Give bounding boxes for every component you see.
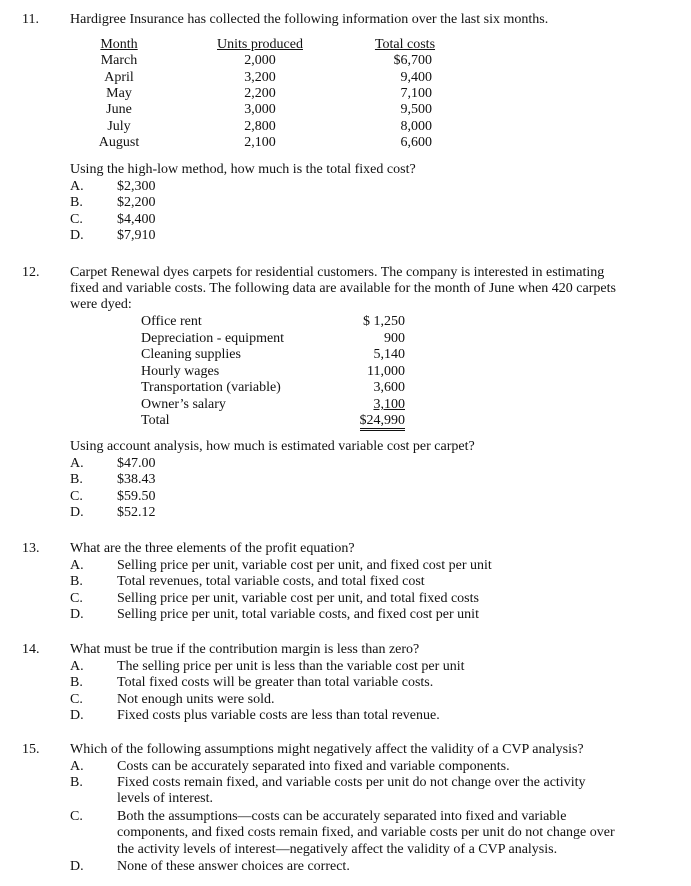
table-cell-month: March — [100, 53, 138, 68]
table-cell-costs: 9,500 — [400, 102, 432, 117]
table-cell-month: May — [106, 86, 132, 101]
option-text: Total revenues, total variable costs, and total fixed cost — [117, 574, 425, 589]
question-stem-line: fixed and variable costs. The following data are available for the month of June when 420 carpets — [70, 281, 616, 296]
option-text-line: components, and fixed costs remain fixed, and variable costs per unit do not change over — [117, 825, 615, 840]
cost-label: Office rent — [141, 314, 202, 329]
option-text-line: levels of interest. — [117, 791, 214, 806]
column-header-month: Month — [100, 37, 138, 52]
option-text: None of these answer choices are correct. — [117, 859, 350, 874]
question-stem: Which of the following assumptions might negatively affect the validity of a CVP analysis? — [70, 742, 584, 757]
question-stem-line: were dyed: — [70, 297, 132, 312]
option-letter: C. — [70, 212, 83, 227]
column-header-costs: Total costs — [374, 37, 436, 52]
table-cell-costs: 9,400 — [400, 70, 432, 85]
table-cell-units: 2,800 — [244, 119, 276, 134]
table-cell-units: 2,100 — [244, 135, 276, 150]
option-letter: C. — [70, 591, 83, 606]
cost-label: Hourly wages — [141, 364, 220, 379]
table-cell-costs: 8,000 — [400, 119, 432, 134]
cost-label: Transportation (variable) — [141, 380, 281, 395]
option-text: Selling price per unit, variable cost per unit, and total fixed costs — [117, 591, 479, 606]
option-text-line: Both the assumptions—costs can be accurately separated into fixed and variable — [117, 809, 567, 824]
question-number: 14. — [22, 642, 40, 657]
option-text: $59.50 — [117, 489, 156, 504]
cost-value: 900 — [384, 331, 405, 346]
table-cell-units: 2,200 — [244, 86, 276, 101]
option-letter: A. — [70, 558, 84, 573]
table-cell-costs: $6,700 — [393, 53, 432, 68]
option-letter: D. — [70, 859, 84, 874]
question-stem: What must be true if the contribution margin is less than zero? — [70, 642, 420, 657]
option-letter: A. — [70, 456, 84, 471]
option-letter: B. — [70, 675, 83, 690]
table-cell-month: April — [104, 70, 134, 85]
option-letter: B. — [70, 472, 83, 487]
option-text: $7,910 — [117, 228, 156, 243]
table-cell-units: 3,000 — [244, 102, 276, 117]
question-stem: Hardigree Insurance has collected the following information over the last six months. — [70, 12, 549, 27]
option-letter: C. — [70, 489, 83, 504]
option-letter: B. — [70, 574, 83, 589]
option-text: $52.12 — [117, 505, 156, 520]
cost-value: $ 1,250 — [363, 314, 405, 329]
cost-value: 5,140 — [373, 347, 405, 362]
option-letter: D. — [70, 228, 84, 243]
option-text: Costs can be accurately separated into fixed and variable components. — [117, 759, 510, 774]
table-cell-costs: 6,600 — [400, 135, 432, 150]
option-letter: B. — [70, 195, 83, 210]
cost-label: Cleaning supplies — [141, 347, 241, 362]
option-text: $4,400 — [117, 212, 156, 227]
cost-label: Depreciation - equipment — [141, 331, 285, 346]
cost-label: Owner’s salary — [141, 397, 226, 412]
option-letter: A. — [70, 659, 84, 674]
option-letter: B. — [70, 775, 83, 790]
option-text: Selling price per unit, total variable costs, and fixed cost per unit — [117, 607, 479, 622]
question-number: 12. — [22, 265, 40, 280]
table-cell-units: 2,000 — [244, 53, 276, 68]
option-text: $2,300 — [117, 179, 156, 194]
column-header-units: Units produced — [217, 37, 303, 52]
option-letter: C. — [70, 809, 83, 824]
question-number: 15. — [22, 742, 40, 757]
option-letter: A. — [70, 759, 84, 774]
option-text: $2,200 — [117, 195, 156, 210]
option-letter: D. — [70, 505, 84, 520]
option-text: The selling price per unit is less than the variable cost per unit — [117, 659, 465, 674]
cost-label-total: Total — [141, 413, 170, 428]
option-text: Fixed costs plus variable costs are less than total revenue. — [117, 708, 440, 723]
question-number: 11. — [22, 12, 39, 27]
total-value: $24,990 — [360, 413, 406, 431]
option-text-line: the activity levels of interest—negatively affect the validity of a CVP analysis. — [117, 842, 558, 857]
table-cell-month: August — [98, 135, 140, 150]
question-number: 13. — [22, 541, 40, 556]
cost-value: 3,100 — [373, 397, 405, 412]
table-cell-units: 3,200 — [244, 70, 276, 85]
option-text: $38.43 — [117, 472, 156, 487]
option-letter: D. — [70, 708, 84, 723]
question-prompt: Using the high-low method, how much is the total fixed cost? — [70, 162, 416, 177]
option-text: Not enough units were sold. — [117, 692, 275, 707]
question-prompt: Using account analysis, how much is estimated variable cost per carpet? — [70, 439, 475, 454]
table-cell-month: July — [107, 119, 131, 134]
question-stem: What are the three elements of the profit equation? — [70, 541, 355, 556]
option-letter: A. — [70, 179, 84, 194]
option-text: $47.00 — [117, 456, 156, 471]
option-letter: D. — [70, 607, 84, 622]
question-stem-line: Carpet Renewal dyes carpets for residential customers. The company is interested in estimating — [70, 265, 605, 280]
cost-value: 3,600 — [373, 380, 405, 395]
table-cell-costs: 7,100 — [400, 86, 432, 101]
option-text-line: Fixed costs remain fixed, and variable costs per unit do not change over the activity — [117, 775, 586, 790]
table-cell-month: June — [106, 102, 132, 117]
option-letter: C. — [70, 692, 83, 707]
option-text: Total fixed costs will be greater than total variable costs. — [117, 675, 434, 690]
cost-value: 11,000 — [367, 364, 405, 379]
cost-value-total — [355, 413, 405, 430]
option-text: Selling price per unit, variable cost per unit, and fixed cost per unit — [117, 558, 492, 573]
